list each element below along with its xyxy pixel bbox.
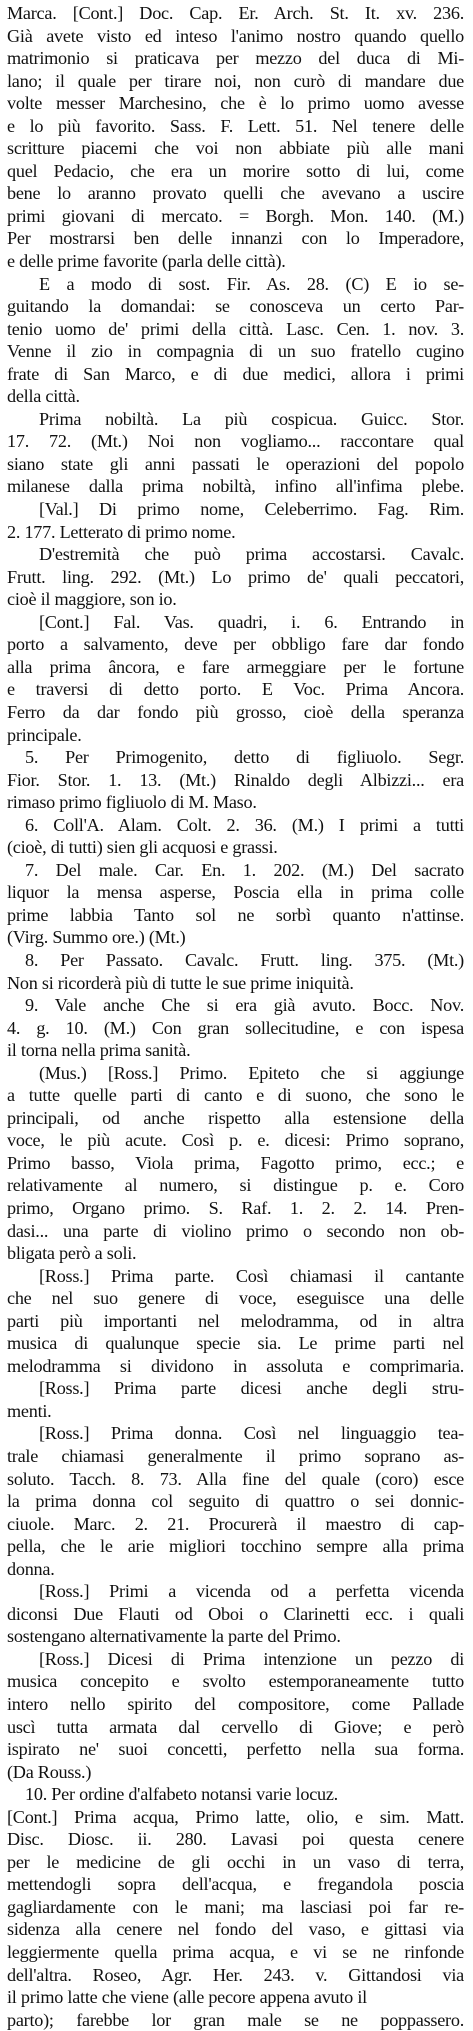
text-line: prime labbia Tanto sol ne sorbì quanto n'attinse.: [7, 904, 464, 925]
text-line: Non si ricorderà più di tutte le sue prime iniquità.: [7, 972, 354, 993]
text-line: intero nello spirito del compositore, come Pallade: [7, 1694, 464, 1715]
text-line: per le medicine de gli occhi in un vaso di terra,: [7, 1851, 464, 1872]
text-line: gagliardamente con le mani; ma lasciasi poi far re-: [7, 1896, 464, 1917]
text-line: 8. Per Passato. Cavalc. Frutt. ling. 375. (Mt.): [25, 949, 464, 970]
text-line: ciuole. Marc. 2. 21. Procurerà il maestro di cap-: [7, 1513, 464, 1534]
text-line: tenio uomo de' primi della città. Lasc. Cen. 1. nov. 3.: [7, 318, 464, 339]
text-line: il torna nella prima sanità.: [7, 1040, 191, 1061]
text-line: principale.: [7, 724, 82, 745]
text-line: liquor la mensa asperse, Poscia ella in prima colle: [7, 882, 464, 903]
text-line: bene lo aranno provato quelli che avevano a uscire: [7, 183, 464, 204]
text-line: sostengano alternativamente la parte del Primo.: [7, 1626, 341, 1647]
text-line: Ferro da dar fondo più grosso, cioè della speranza: [7, 701, 464, 722]
text-line: E a modo di sost. Fir. As. 28. (C) E io se-: [39, 273, 464, 294]
text-line: (Mus.) [Ross.] Primo. Epiteto che si aggiunge: [39, 1062, 464, 1083]
text-line: [Cont.] Fal. Vas. quadri, i. 6. Entrando in: [39, 611, 464, 632]
text-line: [Ross.] Dicesi di Prima intenzione un pezzo di: [39, 1648, 464, 1669]
text-line: il primo latte che viene (alle pecore appena avuto il: [7, 1987, 367, 2008]
text-line: Per mostrarsi ben delle innanzi con lo Imperadore,: [7, 228, 464, 249]
text-line: della città.: [7, 386, 80, 407]
text-line: primo, Organo primo. S. Raf. 1. 2. 2. 14. Pren-: [7, 1197, 464, 1218]
text-line: dell'altra. Roseo, Agr. Her. 243. v. Gittandosi via: [7, 1964, 464, 1985]
text-line: Già avete visto ed inteso l'animo nostro quando quello: [7, 25, 464, 46]
text-line: milanese dalla prima nobiltà, infino all'infima plebe.: [7, 476, 464, 497]
text-line: 7. Del male. Car. En. 1. 202. (M.) Del sacrato: [25, 859, 464, 880]
text-line: porto a salvamento, deve per obbligo fare dar fondo: [7, 634, 464, 655]
text-line: a tutte quelle parti di canto e di suono, che sono le: [7, 1085, 464, 1106]
text-line: diconsi Due Flauti od Oboi o Clarinetti ecc. i quali: [7, 1603, 464, 1624]
text-line: 9. Vale anche Che si era già avuto. Bocc. Nov.: [25, 995, 464, 1016]
text-line: trale chiamasi generalmente il primo soprano as-: [7, 1446, 464, 1466]
text-line: principali, od anche rispetto alla estensione della: [7, 1107, 464, 1128]
text-line: musica di qualunque specie sia. Le prime parti nel: [7, 1333, 464, 1354]
text-line: donna.: [7, 1558, 55, 1579]
text-line: scritture piacemi che voi non abbiate più alle mani: [7, 138, 464, 159]
text-line: uscì tutta armata dal cervello di Giove; e però: [7, 1716, 464, 1737]
text-line: [Ross.] Prima parte. Così chiamasi il cantante: [39, 1265, 464, 1286]
text-line: pella, che le arie migliori tocchino sempre alla prima: [7, 1536, 464, 1557]
text-line: bligata però a soli.: [7, 1243, 137, 1264]
text-line: [Cont.] Prima acqua, Primo latte, olio, e sim. Matt.: [7, 1806, 464, 1827]
text-line: (Da Rouss.): [7, 1761, 92, 1782]
text-line: [Ross.] Primi a vicenda od a perfetta vicenda: [39, 1581, 464, 1602]
text-line: voce, le più acute. Così p. e. dicesi: Primo soprano,: [7, 1130, 464, 1151]
text-line: 17. 72. (Mt.) Noi non vogliamo... raccontare qual: [7, 431, 464, 452]
text-line: musica concepito e svolto estemporaneamente tutto: [7, 1671, 464, 1692]
text-line: soluto. Tacch. 8. 73. Alla fine del quale (coro) esce: [7, 1468, 464, 1489]
text-line: siano state gli anni passati le operazioni del popolo: [7, 453, 464, 474]
text-line: 5. Per Primogenito, detto di figliuolo. Segr.: [25, 747, 464, 768]
text-line: D'estremità che può prima accostarsi. Cavalc.: [39, 544, 464, 565]
text-line: ispirato ne' suoi concetti, perfetto nella sua forma.: [7, 1739, 464, 1760]
text-line: Primo basso, Viola prima, Fagotto primo, ecc.; e: [7, 1152, 464, 1173]
text-line: guitando la domandai: se conosceva un certo Par-: [7, 296, 464, 317]
text-line: parto); farebbe lor gran male se ne poppassero.: [7, 2009, 464, 2030]
text-line: e delle prime favorite (parla delle città).: [7, 251, 286, 272]
text-line: [Ross.] Prima parte dicesi anche degli stru-: [39, 1378, 464, 1399]
text-line: Marca. [Cont.] Doc. Cap. Er. Arch. St. It. xv. 236.: [7, 3, 464, 23]
text-line: 4. g. 10. (M.) Con gran sollecitudine, e con ispesa: [7, 1017, 464, 1038]
text-line: Disc. Diosc. ii. 280. Lavasi poi questa cenere: [7, 1829, 464, 1850]
text-line: mettendogli sopra dell'acqua, e fregandola poscia: [7, 1874, 464, 1895]
text-line: (cioè, di tutti) sien gli acquosi e grassi.: [7, 837, 278, 858]
text-line: cioè il maggiore, son io.: [7, 589, 177, 610]
text-line: leggiermente quella prima acqua, e vi se ne rinfonde: [7, 1942, 464, 1963]
text-line: che nel suo genere di voce, eseguisce una delle: [7, 1288, 464, 1309]
text-line: matrimonio si praticava per mezzo del duca di Mi-: [7, 48, 464, 69]
text-line: parti più importanti nel melodramma, od in altra: [7, 1310, 464, 1331]
text-line: e traversi di detto porto. E Voc. Prima Ancora.: [7, 679, 464, 700]
text-line: Venne il zio in compagnia di un suo fratello cugino: [7, 341, 464, 362]
text-line: 10. Per ordine d'alfabeto notansi varie locuz.: [25, 1784, 338, 1805]
text-line: melodramma si dividono in assoluta e comprimaria.: [7, 1355, 464, 1376]
text-line: lano; il quale per tirare noi, non curò di mandare due: [7, 70, 464, 91]
text-line: 2. 177. Letterato di primo nome.: [7, 521, 236, 542]
text-line: Fior. Stor. 1. 13. (Mt.) Rinaldo degli Albizzi... era: [7, 769, 464, 790]
text-line: [Ross.] Prima donna. Così nel linguaggio tea-: [39, 1423, 464, 1444]
text-line: (Virg. Summo ore.) (Mt.): [7, 927, 186, 948]
text-line: volte messer Marchesino, che è lo primo uomo avesse: [7, 93, 464, 114]
text-line: quel Pedacio, che era un morire sotto di lui, come: [7, 160, 464, 181]
text-line: Prima nobiltà. La più cospicua. Guicc. Stor.: [39, 408, 464, 429]
text-line: frate di San Marco, e di due medici, allora i primi: [7, 363, 464, 384]
text-line: e lo più favorito. Sass. F. Lett. 51. Nel tenere delle: [7, 115, 464, 136]
text-line: dasi... una parte di violino primo o secondo non ob-: [7, 1220, 464, 1241]
text-line: alla prima âncora, e fare armeggiare per le fortune: [7, 656, 464, 677]
text-line: sidenza alla cenere nel fondo del vaso, e gittasi via: [7, 1919, 464, 1940]
text-line: menti.: [7, 1400, 52, 1421]
text-line: primi giovani di mercato. = Borgh. Mon. 140. (M.): [7, 205, 464, 226]
text-line: [Val.] Di primo nome, Celeberrimo. Fag. Rim.: [39, 499, 464, 520]
text-line: relativamente al numero, si distingue p. e. Coro: [7, 1175, 464, 1196]
text-line: 6. Coll'A. Alam. Colt. 2. 36. (M.) I primi a tutti: [25, 814, 464, 835]
text-line: la prima donna col seguito di quattro o sei donnic-: [7, 1491, 464, 1512]
text-line: Frutt. ling. 292. (Mt.) Lo primo de' quali peccatori,: [7, 566, 464, 587]
text-line: rimaso primo figliuolo di M. Maso.: [7, 792, 257, 813]
